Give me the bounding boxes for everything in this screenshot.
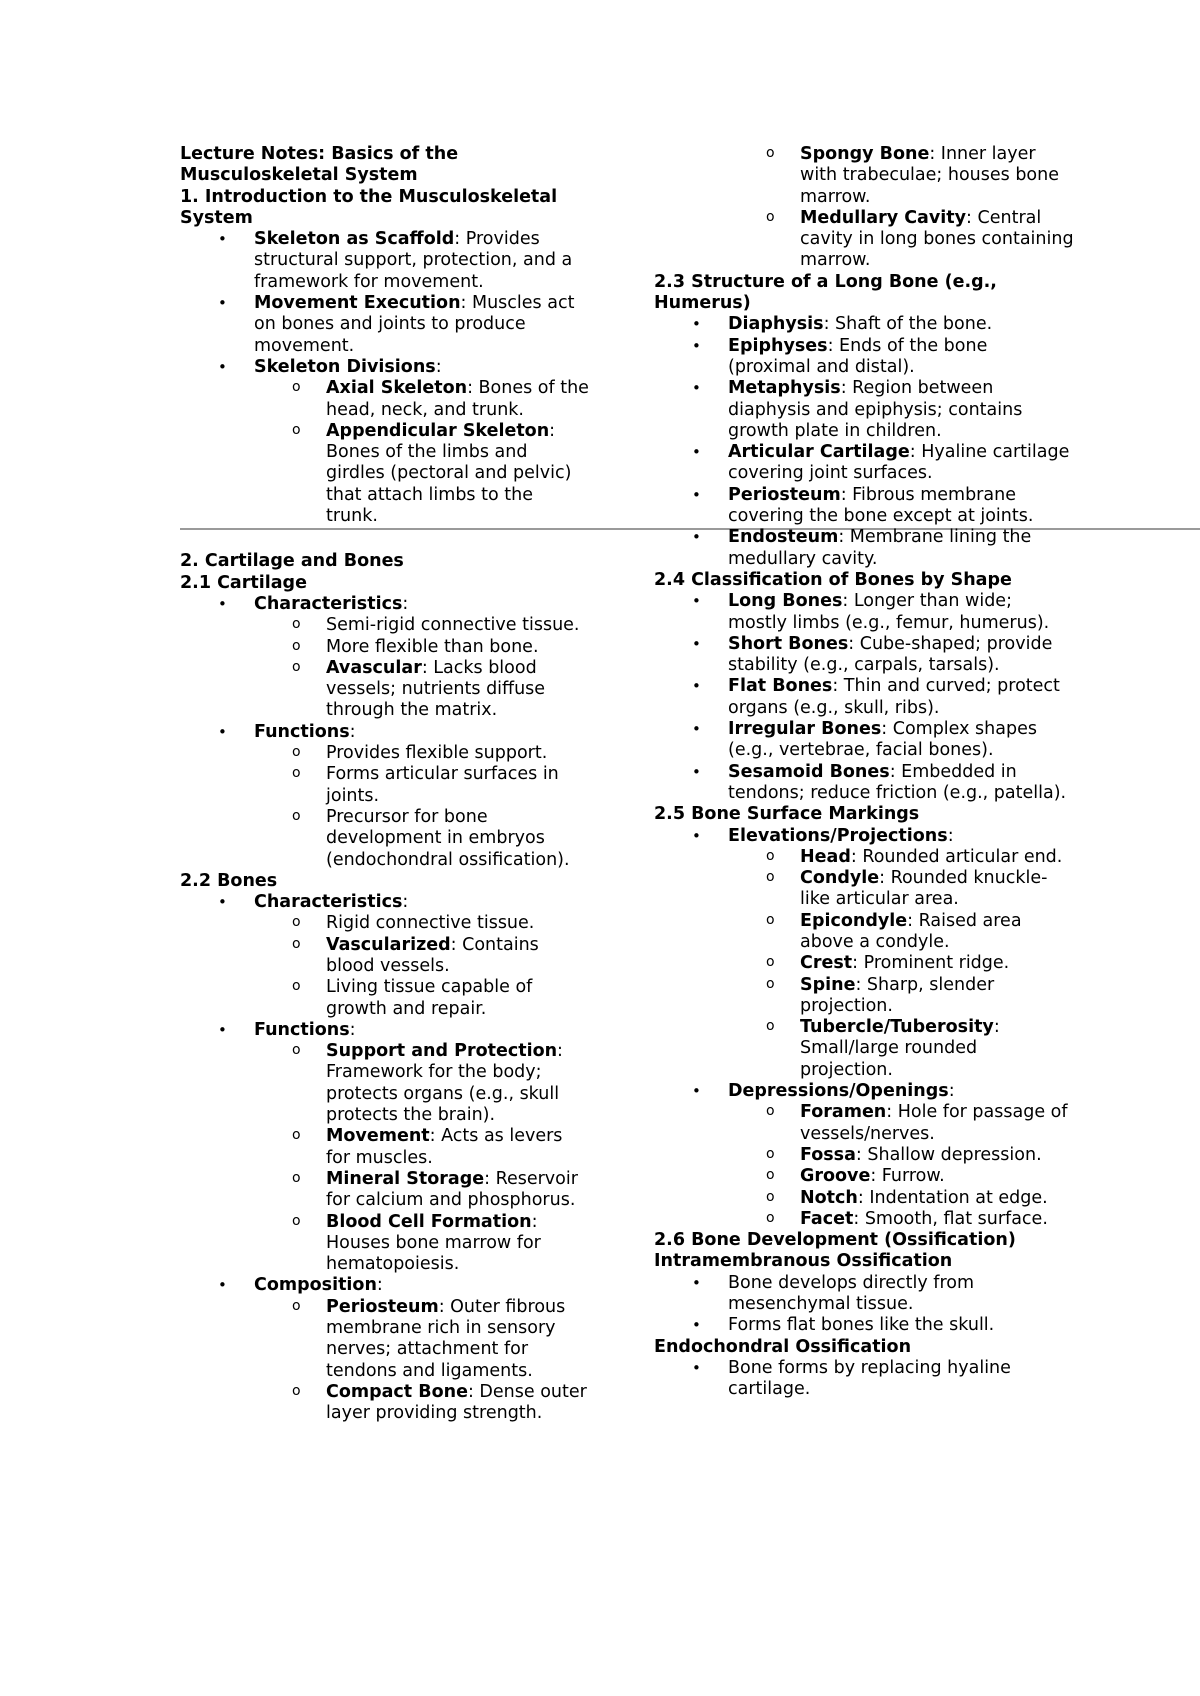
description: : Acts as levers for muscles. bbox=[326, 1126, 563, 1168]
sub-bullet-item bbox=[180, 1041, 590, 1126]
description: : Membrane lining the medullary cavity. bbox=[728, 527, 1032, 569]
term: Movement Execution bbox=[254, 293, 461, 314]
term: Endosteum bbox=[728, 527, 839, 548]
bullet-dot-icon: • bbox=[692, 485, 701, 504]
bullet-item bbox=[654, 314, 1074, 335]
section-gap bbox=[180, 527, 590, 551]
bullet-dot-icon: • bbox=[218, 594, 227, 613]
term: Functions bbox=[254, 1019, 350, 1040]
term: Crest bbox=[800, 953, 853, 974]
description: : Shaft of the bone. bbox=[823, 314, 993, 335]
description: : Furrow. bbox=[870, 1166, 945, 1187]
bullet-item bbox=[654, 1273, 1074, 1316]
bullet-dot-icon: • bbox=[218, 357, 227, 376]
term: Characteristics bbox=[254, 892, 403, 913]
bullet-item bbox=[654, 527, 1074, 570]
term: Flat Bones bbox=[728, 676, 833, 697]
bullet-circle-icon: o bbox=[766, 869, 775, 886]
bullet-dot-icon: • bbox=[692, 1316, 701, 1335]
description: : Embedded in tendons; reduce friction (e.g., patella). bbox=[728, 761, 1067, 803]
sub-bullet-item bbox=[654, 1166, 1074, 1187]
section-heading: 2.1 Cartilage bbox=[180, 572, 307, 593]
bullet-item bbox=[654, 1358, 1074, 1401]
description: : Dense outer layer providing strength. bbox=[326, 1381, 587, 1424]
description: : bbox=[402, 892, 409, 913]
description: Forms flat bones like the skull. bbox=[728, 1315, 995, 1336]
sub-bullet-item bbox=[654, 868, 1074, 911]
sub-bullet-item bbox=[180, 977, 590, 1020]
bullet-item bbox=[180, 1020, 590, 1041]
bullet-circle-icon: o bbox=[292, 744, 301, 761]
description: : bbox=[948, 1081, 955, 1102]
section-heading: 2. Cartilage and Bones bbox=[180, 551, 404, 572]
bullet-dot-icon: • bbox=[692, 634, 701, 653]
section-heading: Lecture Notes: Basics of the Musculoskeletal System bbox=[180, 144, 459, 186]
bullet-dot-icon: • bbox=[692, 720, 701, 739]
bullet-item bbox=[180, 722, 590, 743]
bullet-circle-icon: o bbox=[292, 1212, 301, 1229]
description: Bone forms by replacing hyaline cartilage. bbox=[728, 1357, 1011, 1400]
bullet-dot-icon: • bbox=[692, 379, 701, 398]
sub-bullet-item bbox=[654, 975, 1074, 1018]
term: Periosteum bbox=[728, 484, 841, 505]
description: : Sharp, slender projection. bbox=[800, 974, 995, 1016]
term: Blood Cell Formation bbox=[326, 1211, 532, 1232]
description: : Thin and curved; protect organs (e.g., skull, ribs). bbox=[728, 676, 1060, 718]
description: Semi-rigid connective tissue. bbox=[326, 615, 580, 636]
bullet-circle-icon: o bbox=[292, 658, 301, 675]
description: : Longer than wide; mostly limbs (e.g., femur, humerus). bbox=[728, 591, 1050, 633]
description: Living tissue capable of growth and repair. bbox=[326, 977, 533, 1019]
bullet-circle-icon: o bbox=[292, 379, 301, 396]
description: : Ends of the bone (proximal and distal). bbox=[728, 335, 988, 377]
description: : Reservoir for calcium and phosphorus. bbox=[326, 1168, 578, 1211]
term: Spine bbox=[800, 974, 856, 995]
sub-bullet-item bbox=[654, 1145, 1074, 1166]
bullet-dot-icon: • bbox=[692, 1082, 701, 1101]
description: Bone develops directly from mesenchymal tissue. bbox=[728, 1272, 975, 1315]
bullet-circle-icon: o bbox=[766, 975, 775, 992]
sub-bullet-item bbox=[180, 743, 590, 764]
description: : Hole for passage of vessels/nerves. bbox=[800, 1102, 1068, 1144]
description: : bbox=[402, 593, 409, 614]
bullet-circle-icon: o bbox=[766, 1018, 775, 1035]
sub-bullet-item bbox=[180, 615, 590, 636]
bullet-dot-icon: • bbox=[692, 826, 701, 845]
term: Periosteum bbox=[326, 1296, 439, 1317]
description: : Prominent ridge. bbox=[852, 953, 1010, 974]
sub-bullet-item bbox=[654, 911, 1074, 954]
description: : bbox=[349, 721, 356, 742]
bullet-circle-icon: o bbox=[292, 1127, 301, 1144]
left-column bbox=[180, 144, 590, 1425]
sub-bullet-item bbox=[180, 935, 590, 978]
term: Depressions/Openings bbox=[728, 1081, 949, 1102]
sub-bullet-item bbox=[180, 658, 590, 722]
description: : Inner layer with trabeculae; houses bone marrow. bbox=[800, 144, 1059, 207]
bullet-item bbox=[654, 591, 1074, 634]
description: : bbox=[376, 1275, 383, 1296]
description: : Shallow depression. bbox=[855, 1144, 1042, 1165]
bullet-dot-icon: • bbox=[218, 230, 227, 249]
bullet-circle-icon: o bbox=[766, 1145, 775, 1162]
term: Vascularized bbox=[326, 934, 451, 955]
bullet-circle-icon: o bbox=[766, 847, 775, 864]
bullet-dot-icon: • bbox=[692, 1358, 701, 1377]
term: Short Bones bbox=[728, 633, 849, 654]
bullet-dot-icon: • bbox=[218, 722, 227, 741]
description: : Small/large rounded projection. bbox=[800, 1017, 1000, 1080]
term: Groove bbox=[800, 1166, 871, 1187]
bullet-circle-icon: o bbox=[766, 954, 775, 971]
term: Functions bbox=[254, 721, 350, 742]
bullet-circle-icon: o bbox=[292, 1042, 301, 1059]
sub-bullet-item bbox=[180, 1169, 590, 1212]
term: Mineral Storage bbox=[326, 1168, 485, 1189]
term: Skeleton as Scaffold bbox=[254, 229, 455, 250]
description: More flexible than bone. bbox=[326, 636, 539, 657]
term: Fossa bbox=[800, 1144, 856, 1165]
sub-bullet-item bbox=[180, 1382, 590, 1425]
bullet-circle-icon: o bbox=[766, 911, 775, 928]
bullet-dot-icon: • bbox=[692, 528, 701, 547]
bullet-dot-icon: • bbox=[692, 443, 701, 462]
term: Condyle bbox=[800, 868, 880, 889]
description: : Outer fibrous membrane rich in sensory nerves; attachment for tendons and ligaments. bbox=[326, 1296, 566, 1381]
sub-bullet-item bbox=[180, 1297, 590, 1382]
term: Irregular Bones bbox=[728, 719, 882, 740]
sub-bullet-item bbox=[180, 1212, 590, 1276]
bullet-dot-icon: • bbox=[218, 1020, 227, 1039]
section-heading: Endochondral Ossification bbox=[654, 1336, 912, 1357]
description: : bbox=[435, 356, 442, 377]
sub-bullet-item bbox=[654, 144, 1074, 208]
bullet-item bbox=[180, 1275, 590, 1296]
description: : Central cavity in long bones containing marrow. bbox=[800, 207, 1074, 271]
bullet-item bbox=[654, 826, 1074, 847]
bullet-dot-icon: • bbox=[218, 1276, 227, 1295]
description: : Lacks blood vessels; nutrients diffuse through the matrix. bbox=[326, 657, 546, 721]
section-heading: Intramembranous Ossification bbox=[654, 1251, 953, 1272]
bullet-circle-icon: o bbox=[292, 616, 301, 633]
term: Sesamoid Bones bbox=[728, 761, 890, 782]
bullet-circle-icon: o bbox=[292, 765, 301, 782]
right-column bbox=[654, 144, 1074, 1401]
description: : Bones of the limbs and girdles (pectoral and pelvic) that attach limbs to the trunk. bbox=[326, 420, 572, 527]
bullet-item bbox=[654, 762, 1074, 805]
bullet-circle-icon: o bbox=[766, 208, 775, 225]
term: Head bbox=[800, 846, 851, 867]
bullet-circle-icon: o bbox=[292, 1169, 301, 1186]
bullet-item bbox=[180, 357, 590, 378]
term: Compact Bone bbox=[326, 1381, 468, 1402]
bullet-circle-icon: o bbox=[766, 1103, 775, 1120]
description: : Rounded knuckle-like articular area. bbox=[800, 868, 1048, 910]
term: Skeleton Divisions bbox=[254, 356, 436, 377]
bullet-circle-icon: o bbox=[766, 1188, 775, 1205]
bullet-item bbox=[654, 336, 1074, 379]
term: Articular Cartilage bbox=[728, 442, 910, 463]
description: : Complex shapes (e.g., vertebrae, facial bones). bbox=[728, 719, 1037, 761]
term: Appendicular Skeleton bbox=[326, 420, 550, 441]
description: : Framework for the body; protects organs (e.g., skull protects the brain). bbox=[326, 1041, 563, 1126]
description: : Provides structural support, protection, and a framework for movement. bbox=[254, 229, 573, 292]
bullet-dot-icon: • bbox=[692, 677, 701, 696]
term: Facet bbox=[800, 1208, 854, 1229]
description: : Rounded articular end. bbox=[850, 846, 1063, 867]
description: Precursor for bone development in embryos (endochondral ossification). bbox=[326, 806, 570, 870]
bullet-dot-icon: • bbox=[692, 762, 701, 781]
term: Notch bbox=[800, 1187, 858, 1208]
sub-bullet-item bbox=[654, 1102, 1074, 1145]
bullet-circle-icon: o bbox=[292, 1382, 301, 1399]
bullet-item bbox=[654, 1315, 1074, 1336]
bullet-circle-icon: o bbox=[292, 421, 301, 438]
term: Characteristics bbox=[254, 593, 403, 614]
sub-bullet-item bbox=[180, 637, 590, 658]
bullet-item bbox=[180, 229, 590, 293]
bullet-item bbox=[654, 676, 1074, 719]
term: Long Bones bbox=[728, 591, 843, 612]
bullet-circle-icon: o bbox=[292, 935, 301, 952]
bullet-item bbox=[654, 442, 1074, 485]
term: Metaphysis bbox=[728, 378, 841, 399]
description: : bbox=[947, 825, 954, 846]
term: Medullary Cavity bbox=[800, 207, 967, 228]
bullet-item bbox=[654, 1081, 1074, 1102]
term: Epiphyses bbox=[728, 335, 828, 356]
sub-bullet-item bbox=[654, 847, 1074, 868]
sub-bullet-item bbox=[654, 1188, 1074, 1209]
description: : Indentation at edge. bbox=[857, 1187, 1048, 1208]
bullet-circle-icon: o bbox=[292, 807, 301, 824]
sub-bullet-item bbox=[180, 913, 590, 934]
sub-bullet-item bbox=[180, 1126, 590, 1169]
bullet-dot-icon: • bbox=[692, 336, 701, 355]
description: : Contains blood vessels. bbox=[326, 934, 539, 976]
description: Forms articular surfaces in joints. bbox=[326, 764, 559, 806]
term: Avascular bbox=[326, 657, 422, 678]
section-heading: 2.4 Classification of Bones by Shape bbox=[654, 569, 1012, 590]
description: Rigid connective tissue. bbox=[326, 913, 535, 934]
section-heading: 2.3 Structure of a Long Bone (e.g., Humerus) bbox=[654, 271, 997, 314]
section-heading: 1. Introduction to the Musculoskeletal System bbox=[180, 186, 558, 228]
bullet-item bbox=[180, 594, 590, 615]
term: Support and Protection bbox=[326, 1041, 558, 1062]
bullet-dot-icon: • bbox=[692, 1273, 701, 1292]
bullet-dot-icon: • bbox=[692, 592, 701, 611]
sub-bullet-item bbox=[654, 1209, 1074, 1230]
description: : Smooth, flat surface. bbox=[853, 1208, 1048, 1229]
bullet-item bbox=[654, 634, 1074, 677]
description: : Bones of the head, neck, and trunk. bbox=[326, 378, 589, 420]
description: : Muscles act on bones and joints to produce movement. bbox=[254, 293, 575, 356]
bullet-dot-icon: • bbox=[692, 315, 701, 334]
description: Provides flexible support. bbox=[326, 743, 548, 764]
sub-bullet-item bbox=[654, 953, 1074, 974]
description: : Hyaline cartilage covering joint surfaces. bbox=[728, 442, 1070, 484]
bullet-circle-icon: o bbox=[292, 978, 301, 995]
term: Tubercle/Tuberosity bbox=[800, 1017, 994, 1038]
bullet-item bbox=[654, 485, 1074, 528]
bullet-circle-icon: o bbox=[766, 1167, 775, 1184]
bullet-item bbox=[180, 892, 590, 913]
sub-bullet-item bbox=[654, 1017, 1074, 1081]
term: Composition bbox=[254, 1275, 377, 1296]
term: Elevations/Projections bbox=[728, 825, 948, 846]
term: Axial Skeleton bbox=[326, 378, 468, 399]
description: : Raised area above a condyle. bbox=[800, 910, 1022, 952]
bullet-circle-icon: o bbox=[292, 1297, 301, 1314]
description: : Fibrous membrane covering the bone except at joints. bbox=[728, 484, 1034, 527]
sub-bullet-item bbox=[654, 208, 1074, 272]
term: Foramen bbox=[800, 1102, 887, 1123]
description: : Houses bone marrow for hematopoiesis. bbox=[326, 1211, 541, 1275]
term: Diaphysis bbox=[728, 314, 824, 335]
sub-bullet-item bbox=[180, 378, 590, 421]
section-heading: 2.5 Bone Surface Markings bbox=[654, 804, 920, 825]
term: Epicondyle bbox=[800, 910, 908, 931]
bullet-circle-icon: o bbox=[766, 145, 775, 161]
sub-bullet-item bbox=[180, 764, 590, 807]
description: : Region between diaphysis and epiphysis; contains growth plate in children. bbox=[728, 378, 1023, 441]
term: Movement bbox=[326, 1126, 430, 1147]
description: : bbox=[349, 1019, 356, 1040]
section-heading: 2.6 Bone Development (Ossification) bbox=[654, 1230, 1016, 1251]
section-heading: 2.2 Bones bbox=[180, 870, 278, 891]
sub-bullet-item bbox=[180, 807, 590, 871]
bullet-dot-icon: • bbox=[218, 893, 227, 912]
term: Spongy Bone bbox=[800, 144, 930, 164]
bullet-circle-icon: o bbox=[292, 914, 301, 931]
bullet-item bbox=[180, 293, 590, 357]
bullet-circle-icon: o bbox=[766, 1209, 775, 1226]
description: : Cube-shaped; provide stability (e.g., carpals, tarsals). bbox=[728, 633, 1053, 676]
bullet-dot-icon: • bbox=[218, 294, 227, 313]
sub-bullet-item bbox=[180, 421, 590, 527]
bullet-item bbox=[654, 719, 1074, 762]
bullet-item bbox=[654, 378, 1074, 442]
bullet-circle-icon: o bbox=[292, 637, 301, 654]
